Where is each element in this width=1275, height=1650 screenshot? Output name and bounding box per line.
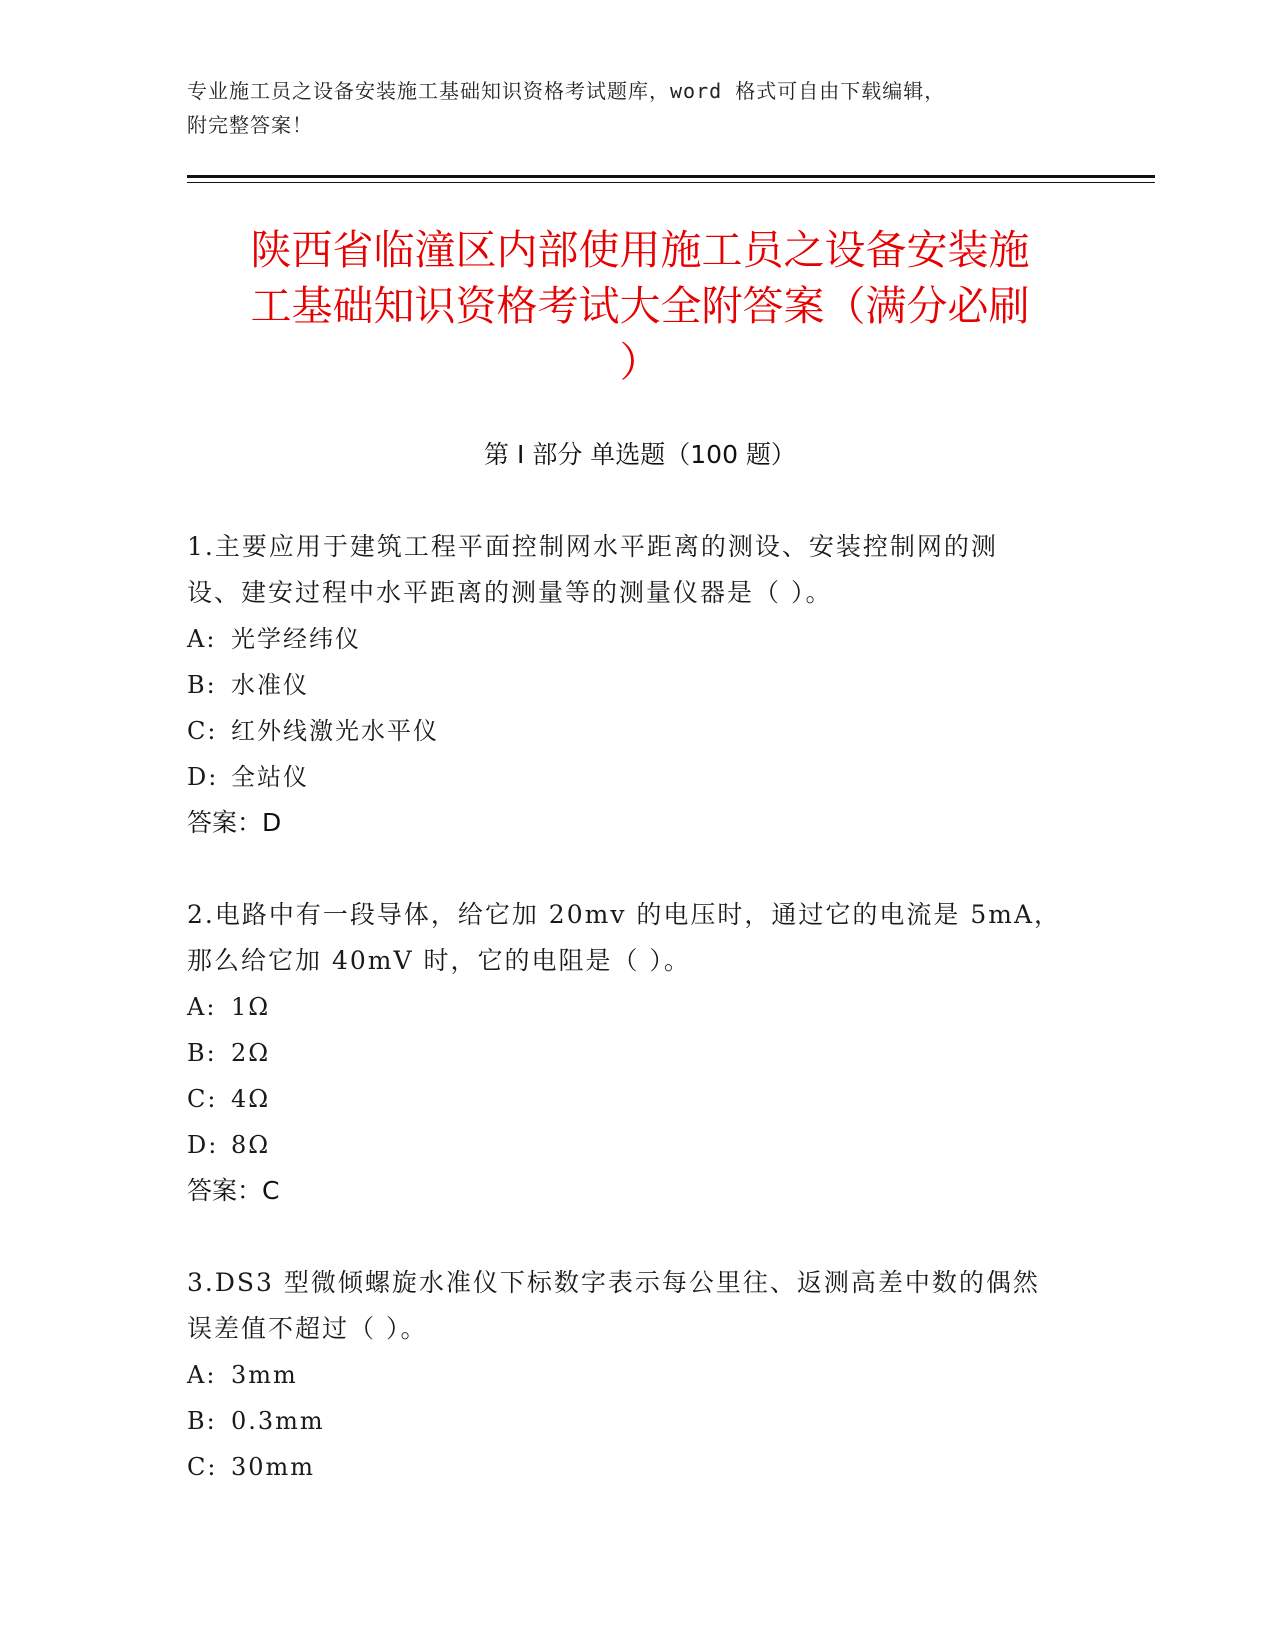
document-title-line-1: 陕西省临潼区内部使用施工员之设备安装施	[250, 226, 1030, 274]
question-stem	[187, 524, 1087, 616]
option-a	[187, 616, 1087, 662]
question-stem-line: 设、建安过程中水平距离的测量等的测量仪器是（ ）。	[187, 578, 833, 607]
answer-line: 答案：C	[187, 1176, 280, 1205]
header-note-line-2: 附完整答案！	[187, 113, 313, 137]
option-key: A:	[187, 625, 217, 653]
question-stem	[187, 1260, 1087, 1352]
question-1	[187, 524, 1087, 846]
header-rule-thin	[187, 182, 1155, 183]
option-text: 3mm	[231, 1361, 298, 1389]
question-stem-line: 误差值不超过（ ）。	[187, 1314, 428, 1343]
header-rule-thick	[187, 175, 1155, 178]
option-text: 红外线激光水平仪	[231, 717, 439, 745]
option-key: A:	[187, 1361, 217, 1389]
option-a	[187, 1352, 1087, 1398]
option-text: 4Ω	[231, 1085, 271, 1113]
option-b	[187, 662, 1087, 708]
option-text: 30mm	[231, 1453, 316, 1481]
question-stem-line: 3.DS3 型微倾螺旋水准仪下标数字表示每公里往、返测高差中数的偶然	[187, 1268, 1040, 1297]
option-key: D:	[187, 763, 219, 791]
document-title-line-2: 工基础知识资格考试大全附答案（满分必刷	[250, 282, 1030, 330]
option-b	[187, 1398, 1087, 1444]
option-c	[187, 1444, 1087, 1490]
option-key: C:	[187, 1453, 218, 1481]
header-note	[187, 74, 1087, 142]
option-key: A:	[187, 993, 217, 1021]
option-text: 水准仪	[231, 671, 309, 699]
section-heading: 第 I 部分 单选题（100 题）	[484, 440, 796, 469]
question-list	[187, 524, 1087, 1536]
option-d	[187, 1122, 1087, 1168]
option-text: 0.3mm	[231, 1407, 325, 1435]
option-d	[187, 754, 1087, 800]
question-stem	[187, 892, 1087, 984]
option-text: 光学经纬仪	[231, 625, 361, 653]
question-3	[187, 1260, 1087, 1490]
question-stem-line: 那么给它加 40mV 时，它的电阻是（ ）。	[187, 946, 691, 975]
option-b	[187, 1030, 1087, 1076]
option-c	[187, 708, 1087, 754]
option-key: B:	[187, 671, 217, 699]
option-key: B:	[187, 1407, 217, 1435]
document-title	[187, 222, 1093, 390]
option-c	[187, 1076, 1087, 1122]
option-key: C:	[187, 1085, 218, 1113]
header-note-line-1: 专业施工员之设备安装施工基础知识资格考试题库，word 格式可自由下载编辑，	[187, 79, 946, 103]
option-text: 全站仪	[231, 763, 309, 791]
question-stem-line: 1.主要应用于建筑工程平面控制网水平距离的测设、安装控制网的测	[187, 532, 998, 561]
answer-line: 答案：D	[187, 808, 282, 837]
option-text: 8Ω	[231, 1131, 271, 1159]
option-key: B:	[187, 1039, 217, 1067]
option-key: C:	[187, 717, 218, 745]
option-text: 1Ω	[231, 993, 271, 1021]
option-key: D:	[187, 1131, 219, 1159]
question-stem-line: 2.电路中有一段导体，给它加 20mv 的电压时，通过它的电流是 5mA，	[187, 900, 1062, 929]
option-a	[187, 984, 1087, 1030]
document-title-line-3: ）	[619, 338, 661, 386]
option-text: 2Ω	[231, 1039, 271, 1067]
question-2	[187, 892, 1087, 1214]
